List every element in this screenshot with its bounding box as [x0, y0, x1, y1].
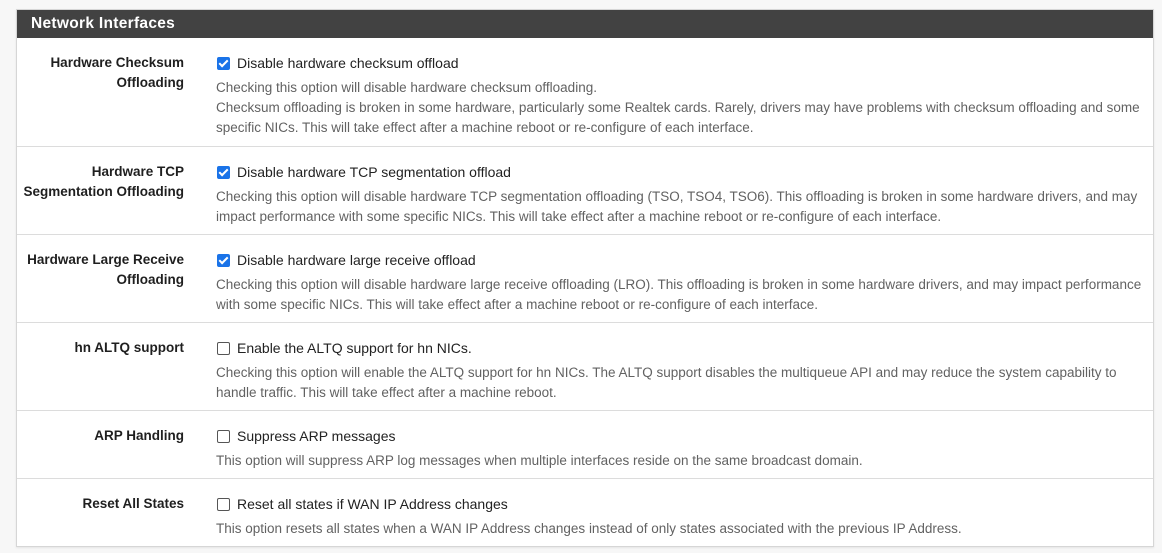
help-line: Checking this option will enable the ALTQ support for hn NICs. The ALTQ support disables the multiqueue API and may reduce the system capability to handle traffic. This will take effect after a machine reboot. — [216, 365, 1117, 400]
help-line: Checking this option will disable hardware large receive offloading (LRO). This offloading is broken in some hardware drivers, and may impact performance with some specific NICs. This will take effect after a machine reboot or re-configure of each interface. — [216, 277, 1142, 312]
hn-altq-checkbox[interactable] — [217, 342, 230, 355]
checkbox-label[interactable]: Suppress ARP messages — [237, 428, 396, 444]
help-line: This option resets all states when a WAN IP Address changes instead of only states associated with the previous IP Address. — [216, 521, 962, 536]
help-text — [216, 78, 1147, 138]
help-text — [216, 451, 1147, 471]
row-hardware-large-receive-offloading — [17, 235, 1153, 323]
panel-title: Network Interfaces — [17, 10, 1153, 38]
help-line: Checksum offloading is broken in some hardware, particularly some Realtek cards. Rarely, drivers may have problems with checksum offloading and some specific NICs. This will take effect after a machine reboot or re-configure of each interface. — [216, 100, 1140, 135]
row-label: Hardware TCP Segmentation Offloading — [23, 164, 184, 199]
help-text — [216, 519, 1147, 539]
help-line: Checking this option will disable hardware TCP segmentation offloading (TSO, TSO4, TSO6). This offloading is broken in some hardware drivers, and may impact performance with some specific NICs. This will take effect after a machine reboot or re-configure of each interface. — [216, 189, 1138, 224]
reset-states-checkbox[interactable] — [217, 498, 230, 511]
checkbox-label[interactable]: Enable the ALTQ support for hn NICs. — [237, 340, 472, 356]
row-label: Hardware Large Receive Offloading — [27, 252, 184, 287]
help-text — [216, 275, 1147, 315]
row-reset-all-states — [17, 479, 1153, 546]
checkbox-label[interactable]: Disable hardware TCP segmentation offload — [237, 164, 511, 180]
help-line: This option will suppress ARP log messages when multiple interfaces reside on the same broadcast domain. — [216, 453, 863, 468]
checkbox-label[interactable]: Disable hardware large receive offload — [237, 252, 476, 268]
row-hardware-tcp-segmentation-offloading — [17, 147, 1153, 235]
network-interfaces-panel — [16, 9, 1154, 547]
hardware-large-receive-checkbox[interactable] — [217, 254, 230, 267]
row-label: ARP Handling — [94, 428, 184, 443]
row-hardware-checksum-offloading — [17, 38, 1153, 147]
help-text — [216, 363, 1147, 403]
checkbox-label[interactable]: Reset all states if WAN IP Address changes — [237, 496, 508, 512]
row-hn-altq-support — [17, 323, 1153, 411]
row-label: Hardware Checksum Offloading — [50, 55, 184, 90]
checkbox-label[interactable]: Disable hardware checksum offload — [237, 55, 459, 71]
help-line: Checking this option will disable hardware checksum offloading. — [216, 80, 597, 95]
hardware-checksum-checkbox[interactable] — [217, 57, 230, 70]
row-label: Reset All States — [82, 496, 184, 511]
hardware-tcp-segmentation-checkbox[interactable] — [217, 166, 230, 179]
suppress-arp-checkbox[interactable] — [217, 430, 230, 443]
help-text — [216, 187, 1147, 227]
row-label: hn ALTQ support — [74, 340, 184, 355]
row-arp-handling — [17, 411, 1153, 479]
